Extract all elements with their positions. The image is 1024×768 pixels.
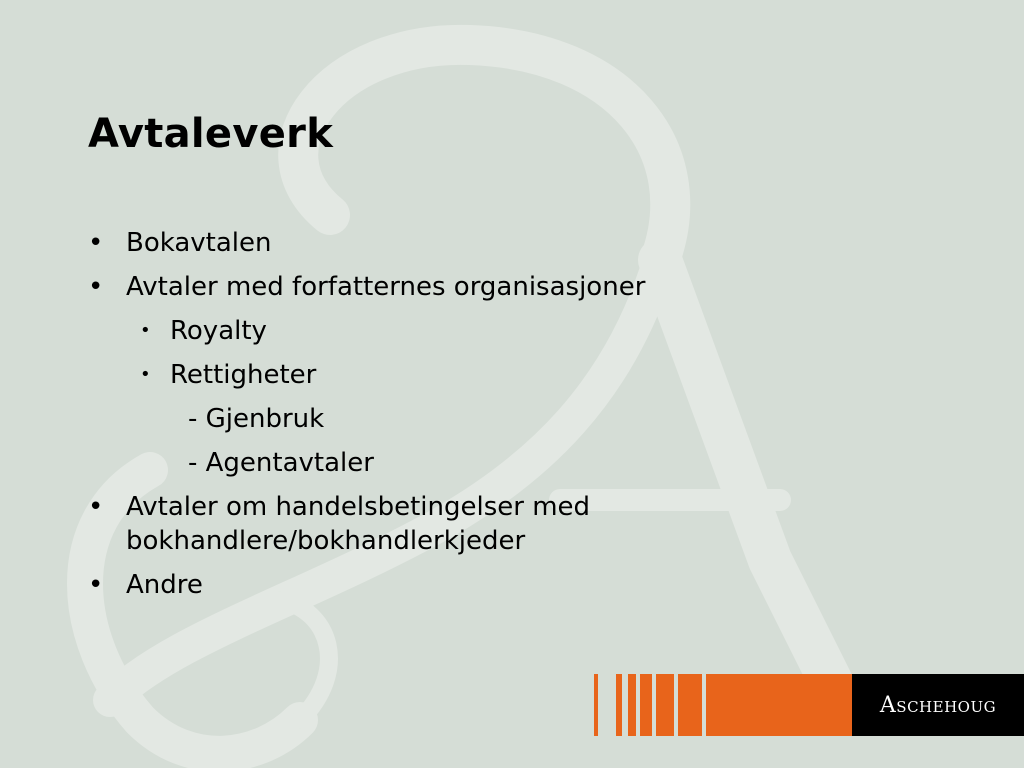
list-item	[88, 568, 728, 602]
bullet-marker: •	[140, 364, 151, 385]
list-item-text: Avtaler om handelsbetingelser med bokhandlere/bokhandlerkjeder	[126, 492, 591, 556]
brand-stripe	[640, 674, 652, 736]
list-item	[88, 226, 728, 260]
sub-list-item	[88, 314, 728, 348]
bullet-marker: •	[140, 320, 151, 341]
bullet-marker: •	[88, 570, 104, 600]
bullet-list	[88, 226, 728, 612]
list-item-text: Andre	[126, 570, 203, 600]
brand-stripe	[656, 674, 674, 736]
list-item-text: Royalty	[170, 316, 267, 346]
bullet-marker: •	[88, 228, 104, 258]
brand-stripe	[594, 674, 598, 736]
brand-stripe-bar	[594, 674, 852, 736]
aschehoug-logo-icon	[852, 674, 1024, 736]
sub-list-item	[88, 358, 728, 392]
list-item-text: Bokavtalen	[126, 228, 272, 258]
dash-list-item: - Agentavtaler	[188, 448, 374, 478]
brand-stripe	[628, 674, 636, 736]
bullet-marker: •	[88, 272, 104, 302]
list-item	[88, 270, 728, 304]
list-item-text: Rettigheter	[170, 360, 317, 390]
dash-list-item: - Gjenbruk	[188, 404, 325, 434]
brand-stripe	[706, 674, 852, 736]
list-item-text: Avtaler med forfatternes organisasjoner	[126, 272, 646, 302]
bullet-marker: •	[88, 492, 104, 522]
brand-stripe	[616, 674, 622, 736]
logo-text: Aschehoug	[879, 692, 997, 718]
slide-title: Avtaleverk	[88, 111, 334, 157]
brand-stripe	[678, 674, 702, 736]
list-item	[88, 490, 728, 558]
